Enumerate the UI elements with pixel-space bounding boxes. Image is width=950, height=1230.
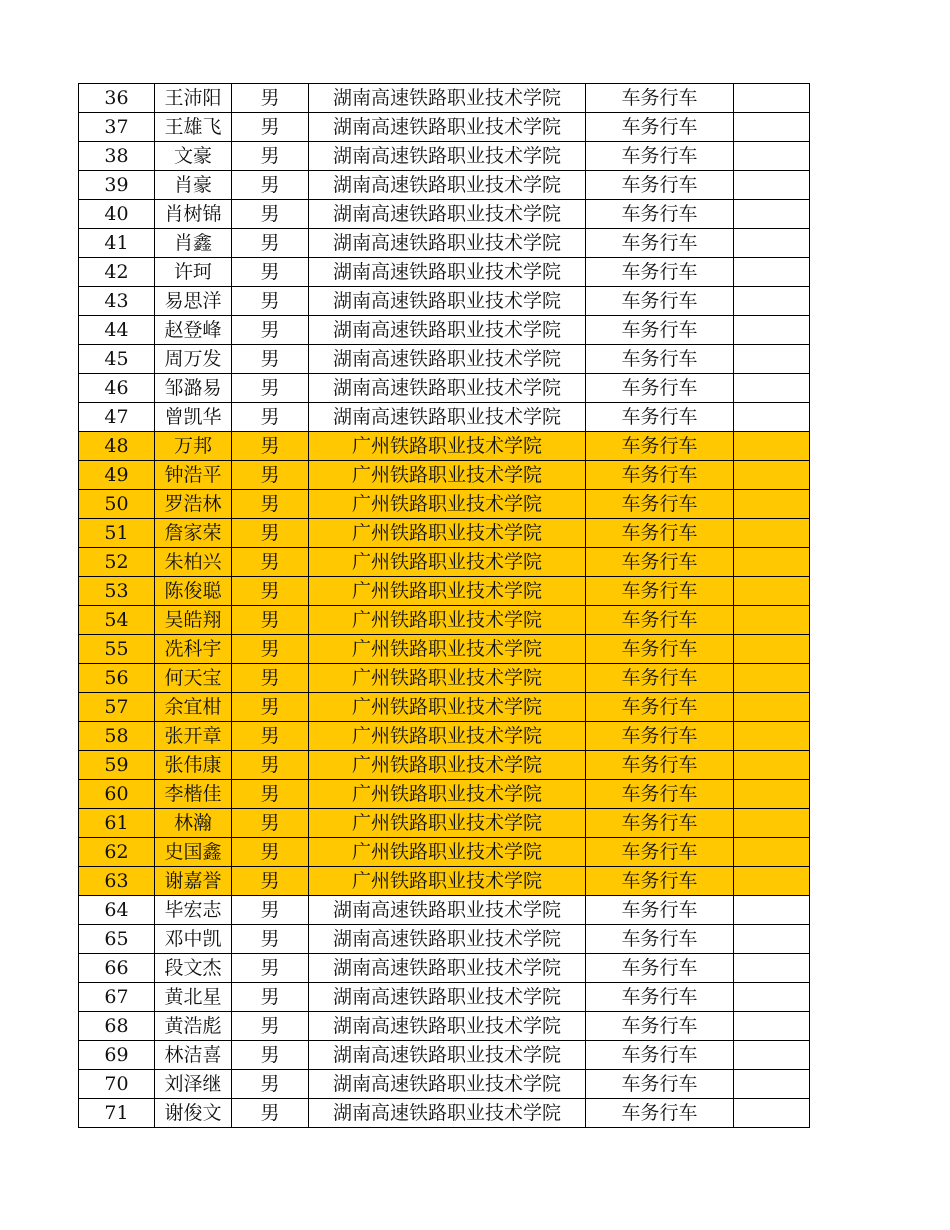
student-name-cell: 许珂 <box>155 258 232 287</box>
table-row <box>79 171 810 200</box>
row-number-cell: 48 <box>79 432 155 461</box>
school-cell: 湖南高速铁路职业技术学院 <box>309 171 586 200</box>
student-name-cell: 赵登峰 <box>155 316 232 345</box>
row-number-cell: 49 <box>79 461 155 490</box>
table-row <box>79 896 810 925</box>
note-cell <box>734 635 810 664</box>
major-cell: 车务行车 <box>586 84 734 113</box>
row-number-cell: 53 <box>79 577 155 606</box>
note-cell <box>734 577 810 606</box>
row-number-cell: 61 <box>79 809 155 838</box>
row-number-cell: 60 <box>79 780 155 809</box>
table-row <box>79 229 810 258</box>
student-name-cell: 文豪 <box>155 142 232 171</box>
table-row <box>79 693 810 722</box>
student-name-cell: 李楷佳 <box>155 780 232 809</box>
table-row <box>79 403 810 432</box>
row-number-cell: 56 <box>79 664 155 693</box>
roster-table <box>78 83 810 1128</box>
major-cell: 车务行车 <box>586 548 734 577</box>
note-cell <box>734 751 810 780</box>
table-row <box>79 1099 810 1128</box>
row-number-cell: 39 <box>79 171 155 200</box>
gender-cell: 男 <box>232 113 309 142</box>
school-cell: 广州铁路职业技术学院 <box>309 693 586 722</box>
gender-cell: 男 <box>232 809 309 838</box>
student-name-cell: 邹潞易 <box>155 374 232 403</box>
note-cell <box>734 345 810 374</box>
school-cell: 广州铁路职业技术学院 <box>309 432 586 461</box>
major-cell: 车务行车 <box>586 432 734 461</box>
table-row <box>79 983 810 1012</box>
school-cell: 湖南高速铁路职业技术学院 <box>309 1070 586 1099</box>
table-row <box>79 142 810 171</box>
school-cell: 广州铁路职业技术学院 <box>309 606 586 635</box>
table-row <box>79 954 810 983</box>
major-cell: 车务行车 <box>586 258 734 287</box>
school-cell: 广州铁路职业技术学院 <box>309 548 586 577</box>
note-cell <box>734 1099 810 1128</box>
student-name-cell: 肖鑫 <box>155 229 232 258</box>
note-cell <box>734 84 810 113</box>
row-number-cell: 44 <box>79 316 155 345</box>
note-cell <box>734 983 810 1012</box>
school-cell: 湖南高速铁路职业技术学院 <box>309 954 586 983</box>
table-row <box>79 867 810 896</box>
major-cell: 车务行车 <box>586 142 734 171</box>
row-number-cell: 62 <box>79 838 155 867</box>
student-name-cell: 林洁喜 <box>155 1041 232 1070</box>
row-number-cell: 38 <box>79 142 155 171</box>
school-cell: 湖南高速铁路职业技术学院 <box>309 896 586 925</box>
row-number-cell: 36 <box>79 84 155 113</box>
major-cell: 车务行车 <box>586 345 734 374</box>
major-cell: 车务行车 <box>586 490 734 519</box>
major-cell: 车务行车 <box>586 954 734 983</box>
major-cell: 车务行车 <box>586 867 734 896</box>
student-name-cell: 万邦 <box>155 432 232 461</box>
table-row <box>79 519 810 548</box>
table-row <box>79 635 810 664</box>
note-cell <box>734 432 810 461</box>
row-number-cell: 63 <box>79 867 155 896</box>
row-number-cell: 46 <box>79 374 155 403</box>
table-row <box>79 722 810 751</box>
gender-cell: 男 <box>232 432 309 461</box>
student-name-cell: 詹家荣 <box>155 519 232 548</box>
note-cell <box>734 867 810 896</box>
student-name-cell: 肖树锦 <box>155 200 232 229</box>
school-cell: 湖南高速铁路职业技术学院 <box>309 1041 586 1070</box>
note-cell <box>734 1012 810 1041</box>
student-name-cell: 何天宝 <box>155 664 232 693</box>
row-number-cell: 40 <box>79 200 155 229</box>
major-cell: 车务行车 <box>586 925 734 954</box>
gender-cell: 男 <box>232 171 309 200</box>
row-number-cell: 59 <box>79 751 155 780</box>
student-name-cell: 谢俊文 <box>155 1099 232 1128</box>
table-row <box>79 374 810 403</box>
major-cell: 车务行车 <box>586 1012 734 1041</box>
gender-cell: 男 <box>232 693 309 722</box>
gender-cell: 男 <box>232 519 309 548</box>
student-name-cell: 陈俊聪 <box>155 577 232 606</box>
note-cell <box>734 606 810 635</box>
table-row <box>79 461 810 490</box>
note-cell <box>734 519 810 548</box>
student-name-cell: 邓中凯 <box>155 925 232 954</box>
table-row <box>79 200 810 229</box>
gender-cell: 男 <box>232 229 309 258</box>
note-cell <box>734 461 810 490</box>
row-number-cell: 71 <box>79 1099 155 1128</box>
table-row <box>79 287 810 316</box>
major-cell: 车务行车 <box>586 751 734 780</box>
major-cell: 车务行车 <box>586 1041 734 1070</box>
major-cell: 车务行车 <box>586 577 734 606</box>
student-name-cell: 肖豪 <box>155 171 232 200</box>
gender-cell: 男 <box>232 200 309 229</box>
table-row <box>79 548 810 577</box>
school-cell: 湖南高速铁路职业技术学院 <box>309 374 586 403</box>
school-cell: 湖南高速铁路职业技术学院 <box>309 403 586 432</box>
note-cell <box>734 142 810 171</box>
note-cell <box>734 316 810 345</box>
table-row <box>79 1012 810 1041</box>
row-number-cell: 64 <box>79 896 155 925</box>
table-row <box>79 606 810 635</box>
row-number-cell: 50 <box>79 490 155 519</box>
gender-cell: 男 <box>232 780 309 809</box>
major-cell: 车务行车 <box>586 1070 734 1099</box>
table-row <box>79 925 810 954</box>
gender-cell: 男 <box>232 577 309 606</box>
student-name-cell: 王沛阳 <box>155 84 232 113</box>
major-cell: 车务行车 <box>586 113 734 142</box>
major-cell: 车务行车 <box>586 1099 734 1128</box>
student-name-cell: 易思洋 <box>155 287 232 316</box>
gender-cell: 男 <box>232 838 309 867</box>
note-cell <box>734 490 810 519</box>
row-number-cell: 69 <box>79 1041 155 1070</box>
student-name-cell: 黄北星 <box>155 983 232 1012</box>
school-cell: 广州铁路职业技术学院 <box>309 780 586 809</box>
gender-cell: 男 <box>232 925 309 954</box>
gender-cell: 男 <box>232 1041 309 1070</box>
student-name-cell: 余宜柑 <box>155 693 232 722</box>
gender-cell: 男 <box>232 954 309 983</box>
student-name-cell: 黄浩彪 <box>155 1012 232 1041</box>
row-number-cell: 57 <box>79 693 155 722</box>
roster-table-body <box>79 84 810 1128</box>
table-row <box>79 751 810 780</box>
student-name-cell: 朱柏兴 <box>155 548 232 577</box>
major-cell: 车务行车 <box>586 693 734 722</box>
note-cell <box>734 287 810 316</box>
student-name-cell: 段文杰 <box>155 954 232 983</box>
student-name-cell: 林瀚 <box>155 809 232 838</box>
row-number-cell: 58 <box>79 722 155 751</box>
school-cell: 广州铁路职业技术学院 <box>309 635 586 664</box>
major-cell: 车务行车 <box>586 635 734 664</box>
student-name-cell: 钟浩平 <box>155 461 232 490</box>
table-row <box>79 432 810 461</box>
row-number-cell: 42 <box>79 258 155 287</box>
major-cell: 车务行车 <box>586 896 734 925</box>
row-number-cell: 43 <box>79 287 155 316</box>
note-cell <box>734 664 810 693</box>
student-name-cell: 曾凯华 <box>155 403 232 432</box>
major-cell: 车务行车 <box>586 838 734 867</box>
student-name-cell: 冼科宇 <box>155 635 232 664</box>
note-cell <box>734 229 810 258</box>
student-name-cell: 周万发 <box>155 345 232 374</box>
school-cell: 湖南高速铁路职业技术学院 <box>309 84 586 113</box>
row-number-cell: 67 <box>79 983 155 1012</box>
student-name-cell: 毕宏志 <box>155 896 232 925</box>
note-cell <box>734 403 810 432</box>
major-cell: 车务行车 <box>586 809 734 838</box>
student-name-cell: 张伟康 <box>155 751 232 780</box>
major-cell: 车务行车 <box>586 519 734 548</box>
major-cell: 车务行车 <box>586 664 734 693</box>
gender-cell: 男 <box>232 461 309 490</box>
major-cell: 车务行车 <box>586 374 734 403</box>
gender-cell: 男 <box>232 983 309 1012</box>
gender-cell: 男 <box>232 664 309 693</box>
table-row <box>79 809 810 838</box>
student-name-cell: 吴皓翔 <box>155 606 232 635</box>
row-number-cell: 47 <box>79 403 155 432</box>
major-cell: 车务行车 <box>586 403 734 432</box>
note-cell <box>734 113 810 142</box>
note-cell <box>734 925 810 954</box>
table-row <box>79 1070 810 1099</box>
major-cell: 车务行车 <box>586 316 734 345</box>
gender-cell: 男 <box>232 374 309 403</box>
school-cell: 湖南高速铁路职业技术学院 <box>309 345 586 374</box>
gender-cell: 男 <box>232 635 309 664</box>
row-number-cell: 65 <box>79 925 155 954</box>
gender-cell: 男 <box>232 867 309 896</box>
table-row <box>79 84 810 113</box>
major-cell: 车务行车 <box>586 229 734 258</box>
row-number-cell: 70 <box>79 1070 155 1099</box>
table-row <box>79 113 810 142</box>
school-cell: 广州铁路职业技术学院 <box>309 722 586 751</box>
student-name-cell: 张开章 <box>155 722 232 751</box>
table-row <box>79 838 810 867</box>
row-number-cell: 52 <box>79 548 155 577</box>
gender-cell: 男 <box>232 403 309 432</box>
student-name-cell: 刘泽继 <box>155 1070 232 1099</box>
note-cell <box>734 374 810 403</box>
row-number-cell: 66 <box>79 954 155 983</box>
row-number-cell: 54 <box>79 606 155 635</box>
note-cell <box>734 693 810 722</box>
student-name-cell: 史国鑫 <box>155 838 232 867</box>
row-number-cell: 37 <box>79 113 155 142</box>
school-cell: 湖南高速铁路职业技术学院 <box>309 316 586 345</box>
gender-cell: 男 <box>232 1070 309 1099</box>
table-row <box>79 258 810 287</box>
row-number-cell: 45 <box>79 345 155 374</box>
note-cell <box>734 838 810 867</box>
school-cell: 湖南高速铁路职业技术学院 <box>309 1099 586 1128</box>
school-cell: 广州铁路职业技术学院 <box>309 461 586 490</box>
school-cell: 湖南高速铁路职业技术学院 <box>309 287 586 316</box>
note-cell <box>734 722 810 751</box>
gender-cell: 男 <box>232 258 309 287</box>
row-number-cell: 51 <box>79 519 155 548</box>
gender-cell: 男 <box>232 84 309 113</box>
gender-cell: 男 <box>232 1012 309 1041</box>
row-number-cell: 41 <box>79 229 155 258</box>
major-cell: 车务行车 <box>586 461 734 490</box>
school-cell: 广州铁路职业技术学院 <box>309 751 586 780</box>
table-row <box>79 577 810 606</box>
major-cell: 车务行车 <box>586 200 734 229</box>
gender-cell: 男 <box>232 1099 309 1128</box>
note-cell <box>734 954 810 983</box>
school-cell: 广州铁路职业技术学院 <box>309 490 586 519</box>
gender-cell: 男 <box>232 316 309 345</box>
note-cell <box>734 780 810 809</box>
table-row <box>79 316 810 345</box>
major-cell: 车务行车 <box>586 287 734 316</box>
school-cell: 广州铁路职业技术学院 <box>309 838 586 867</box>
school-cell: 湖南高速铁路职业技术学院 <box>309 925 586 954</box>
school-cell: 广州铁路职业技术学院 <box>309 577 586 606</box>
gender-cell: 男 <box>232 896 309 925</box>
note-cell <box>734 258 810 287</box>
table-row <box>79 490 810 519</box>
school-cell: 湖南高速铁路职业技术学院 <box>309 983 586 1012</box>
row-number-cell: 68 <box>79 1012 155 1041</box>
note-cell <box>734 200 810 229</box>
student-name-cell: 王雄飞 <box>155 113 232 142</box>
gender-cell: 男 <box>232 751 309 780</box>
table-row <box>79 664 810 693</box>
school-cell: 广州铁路职业技术学院 <box>309 519 586 548</box>
school-cell: 湖南高速铁路职业技术学院 <box>309 142 586 171</box>
table-row <box>79 1041 810 1070</box>
school-cell: 湖南高速铁路职业技术学院 <box>309 200 586 229</box>
note-cell <box>734 171 810 200</box>
major-cell: 车务行车 <box>586 780 734 809</box>
note-cell <box>734 896 810 925</box>
major-cell: 车务行车 <box>586 606 734 635</box>
school-cell: 湖南高速铁路职业技术学院 <box>309 113 586 142</box>
table-row <box>79 780 810 809</box>
note-cell <box>734 1070 810 1099</box>
row-number-cell: 55 <box>79 635 155 664</box>
gender-cell: 男 <box>232 287 309 316</box>
school-cell: 湖南高速铁路职业技术学院 <box>309 229 586 258</box>
gender-cell: 男 <box>232 606 309 635</box>
major-cell: 车务行车 <box>586 983 734 1012</box>
school-cell: 湖南高速铁路职业技术学院 <box>309 258 586 287</box>
school-cell: 广州铁路职业技术学院 <box>309 809 586 838</box>
gender-cell: 男 <box>232 490 309 519</box>
note-cell <box>734 809 810 838</box>
school-cell: 湖南高速铁路职业技术学院 <box>309 1012 586 1041</box>
gender-cell: 男 <box>232 345 309 374</box>
student-name-cell: 罗浩林 <box>155 490 232 519</box>
school-cell: 广州铁路职业技术学院 <box>309 664 586 693</box>
major-cell: 车务行车 <box>586 722 734 751</box>
note-cell <box>734 1041 810 1070</box>
gender-cell: 男 <box>232 548 309 577</box>
school-cell: 广州铁路职业技术学院 <box>309 867 586 896</box>
gender-cell: 男 <box>232 722 309 751</box>
note-cell <box>734 548 810 577</box>
student-name-cell: 谢嘉誉 <box>155 867 232 896</box>
table-row <box>79 345 810 374</box>
major-cell: 车务行车 <box>586 171 734 200</box>
gender-cell: 男 <box>232 142 309 171</box>
